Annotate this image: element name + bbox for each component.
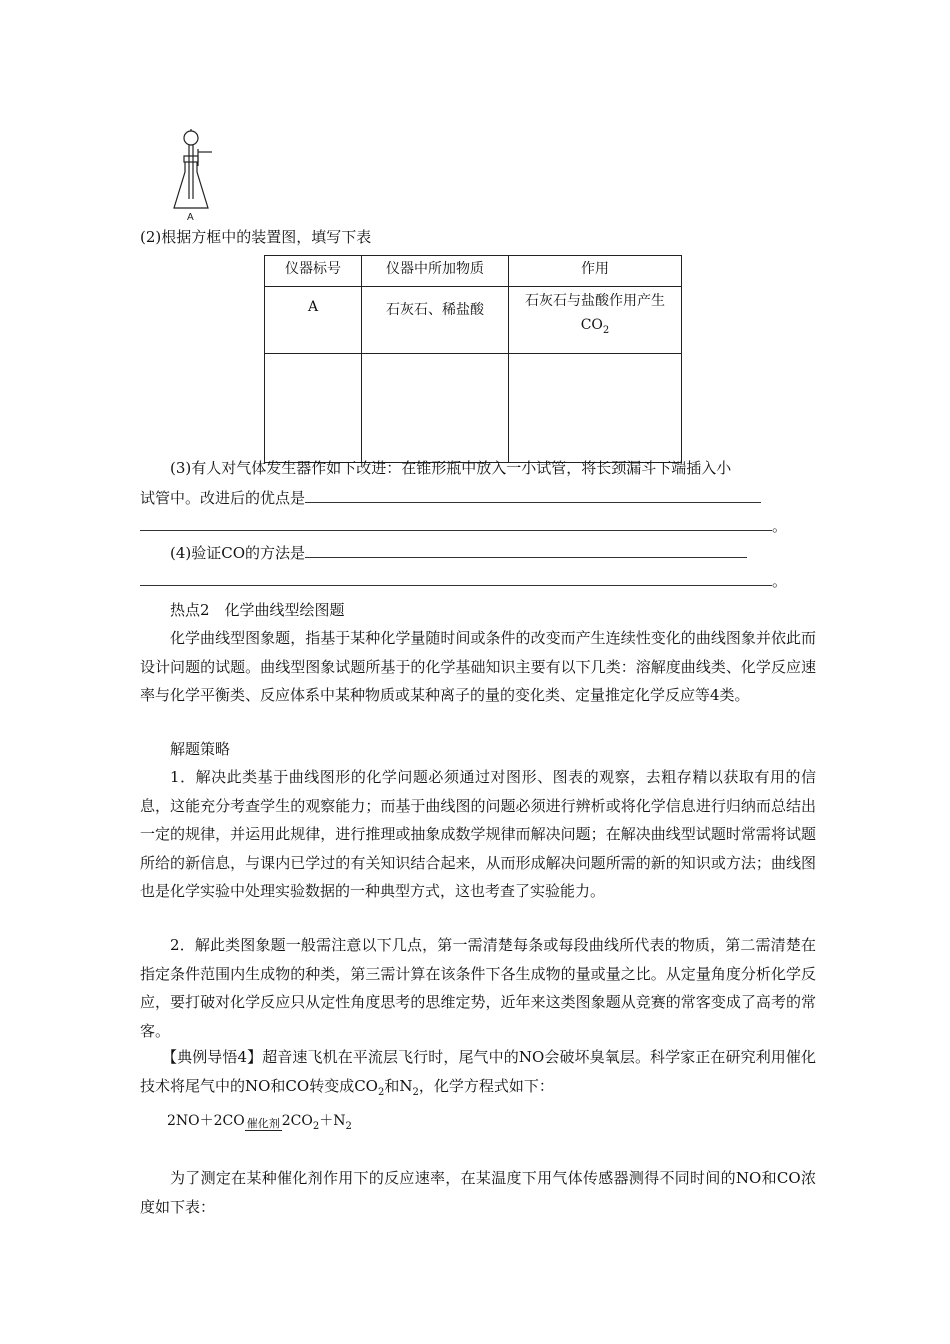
section-title: 热点2 化学曲线型绘图题 [170,601,345,619]
table-row [265,287,682,354]
q3-line2: 试管中。改进后的优点是 [140,484,816,512]
strategy-title: 解题策略 [170,740,231,758]
q4-line1: (4)验证CO的方法是 [170,539,846,567]
q4-answer-blank[interactable] [305,557,747,558]
table-cell: 石灰石与盐酸作用产生$CO_2$ [509,287,682,354]
header-label: 仪器标号 [265,256,362,287]
flask-drawing [174,129,212,208]
header-function: 作用 [509,256,682,287]
header-substance: 仪器中所加物质 [362,256,509,287]
table-row [265,354,682,463]
apparatus-table [264,255,682,463]
example-paragraph: 【典例导悟4】超音速飞机在平流层飞行时，尾气中的NO会破坏臭氧层。科学家正在研究利用催化技术将尾气中的NO和CO转变成$CO_2$和$N_2$，化学方程式如下： [140,1048,816,1098]
q2-intro: (2)根据方框中的装置图，填写下表 [140,228,372,246]
table-cell-empty[interactable] [362,354,509,463]
table-cell: A [265,287,362,354]
strategy-2: 2．解此类图象题一般需注意以下几点，第一需清楚每条或每段曲线所代表的物质，第二需清楚在指定条件范围内生成物的种类，第三需计算在该条件下各生成物的量或量之比。从定量角度分析化学反应，要打破对化学反应只从定性角度思考的思维定势，近年来这类图象题从竞赛的常客变成了高考的常客。 [140,936,816,1040]
table-header-row [265,256,682,287]
strategy-1: 1．解决此类基于曲线图形的化学问题必须通过对图形、图表的观察，去粗存精以获取有用的信息，这能充分考查学生的观察能力；而基于曲线图的问题必须进行辨析或将化学信息进行归纳而总结出一定的规律，并运用此规律，进行推理或抽象成数学规律而解决问题；在解决曲线型试题时常需将试题所给的新信息，与课内已学过的有关知识结合起来，从而形成解决问题所需的新的知识或方法；曲线图也是化学实验中处理实验数据的一种典型方式，这也考查了实验能力。 [140,768,816,900]
stopper [184,156,198,162]
q3-answer-blank-2[interactable] [140,530,772,531]
q4-line2: 。 [140,567,816,595]
table-cell-empty[interactable] [509,354,682,463]
flask-a-figure [170,124,220,224]
example-tag: 【典例导悟4】 [162,1048,263,1066]
chemical-equation: 2NO＋2CO 催化剂 $2CO_2+N_2$ [167,1113,352,1132]
intro-paragraph: 化学曲线型图象题，指基于某种化学量随时间或条件的改变而产生连续性变化的曲线图象并依此而设计问题的试题。曲线型图象试题所基于的化学基础知识主要有以下几类：溶解度曲线类、化学反应速率与化学平衡类、反应体系中某种物质或某种离子的量的变化类、定量推定化学反应等4类。 [140,629,816,704]
q3-line1: (3)有人对气体发生器作如下改进：在锥形瓶中放入一小试管，将长颈漏斗下端插入小 [170,459,732,477]
funnel-bulb [184,131,198,145]
closing-paragraph: 为了测定在某种催化剂作用下的反应速率，在某温度下用气体传感器测得不同时间的NO和CO浓度如下表： [140,1169,816,1216]
q4-answer-blank-2[interactable] [140,585,772,586]
table-cell: 石灰石、稀盐酸 [362,287,509,354]
q3-answer-blank[interactable] [305,502,761,503]
flask-label: A [187,212,194,223]
q3-line3: 。 [140,512,816,540]
catalyst-condition: 催化剂 [246,1117,280,1130]
flask-body [174,162,208,208]
table-cell-empty[interactable] [265,354,362,463]
